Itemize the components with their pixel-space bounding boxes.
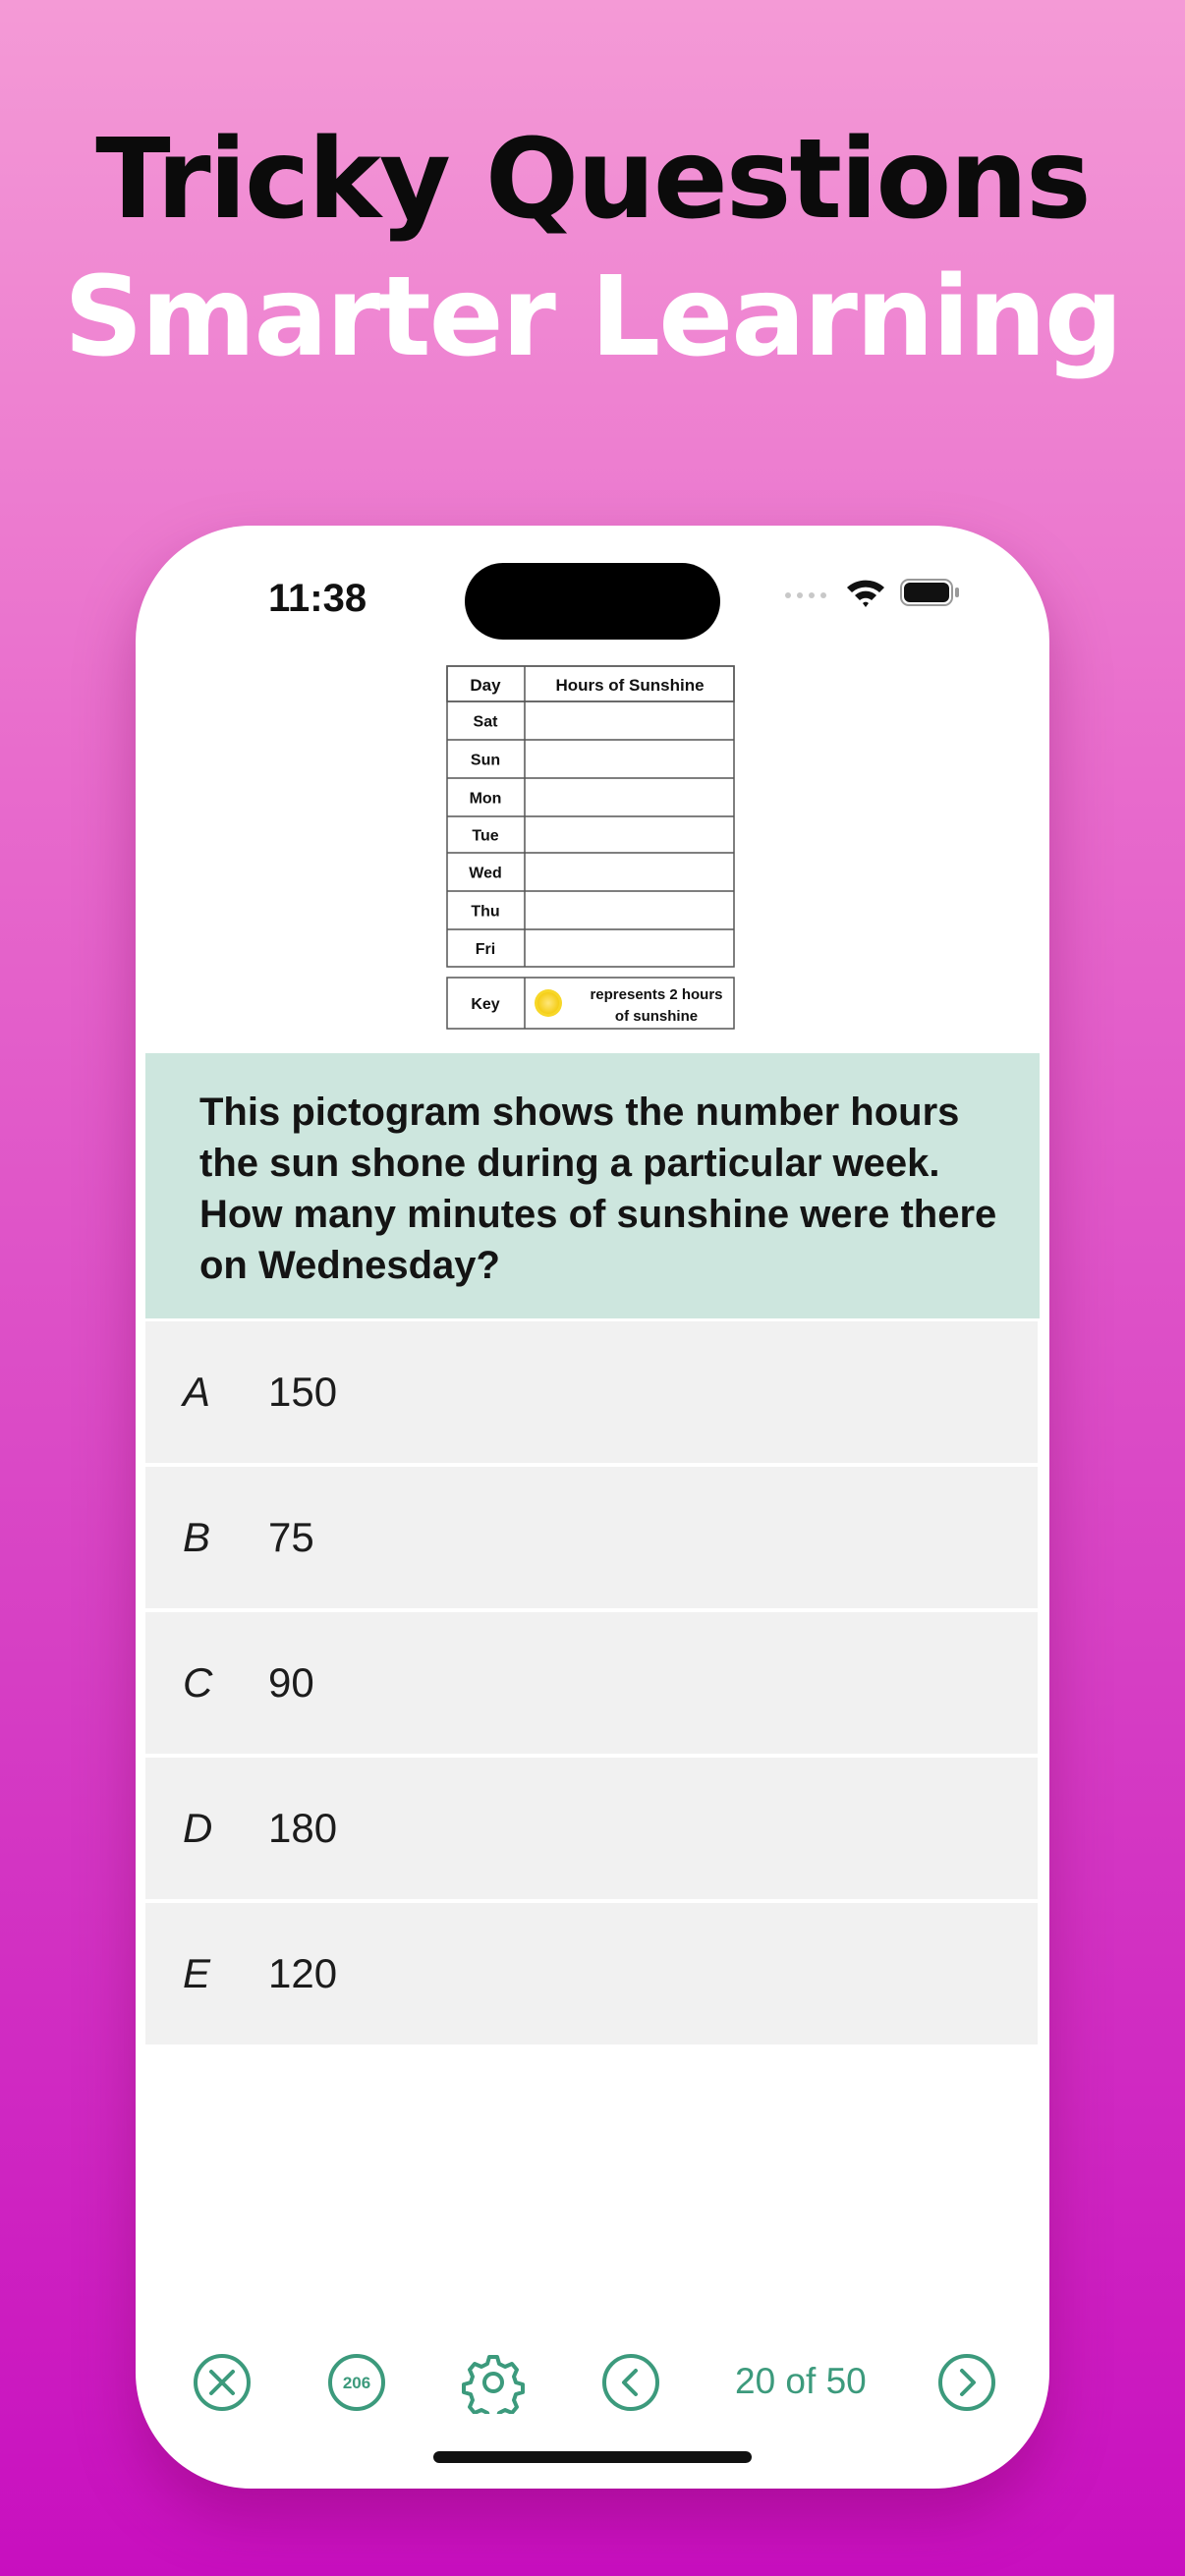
sun-symbol bbox=[535, 897, 562, 924]
option-value: 180 bbox=[268, 1805, 338, 1851]
signal-icon bbox=[784, 586, 831, 599]
status-icons bbox=[784, 577, 961, 608]
chevron-left-circle-icon[interactable] bbox=[599, 2351, 662, 2414]
pictogram-rows bbox=[469, 707, 718, 963]
bottom-toolbar bbox=[136, 2343, 1049, 2422]
pictogram-key-text-1: represents 2 hours bbox=[590, 986, 723, 1003]
pictogram-day-label: Thu bbox=[471, 903, 500, 921]
answer-option-b[interactable] bbox=[145, 1467, 1038, 1608]
sun-symbol bbox=[587, 859, 614, 886]
sun-symbol bbox=[639, 707, 666, 735]
sun-symbol bbox=[535, 746, 562, 773]
option-letter: A bbox=[183, 1369, 211, 1415]
count-badge-text: 206 bbox=[342, 2374, 371, 2392]
promo-headline-1: Tricky Questions bbox=[95, 116, 1090, 244]
phone-screen bbox=[136, 526, 1049, 2489]
key-sun-icon bbox=[535, 989, 562, 1017]
answer-option-e[interactable] bbox=[145, 1903, 1038, 2044]
pictogram-header-day: Day bbox=[470, 676, 501, 695]
sun-symbol bbox=[639, 934, 666, 962]
answer-option-d[interactable] bbox=[145, 1758, 1038, 1899]
pictogram-day-label: Wed bbox=[469, 865, 502, 882]
battery-icon bbox=[900, 578, 961, 607]
home-indicator bbox=[433, 2451, 752, 2463]
question-panel bbox=[145, 1053, 1040, 1318]
question-text: This pictogram shows the number hours the sun shone during a particular week. How many minutes of sunshine were there on Wednesday? bbox=[199, 1091, 997, 1287]
option-letter: E bbox=[183, 1950, 211, 1996]
option-value: 75 bbox=[268, 1514, 314, 1560]
dynamic-island bbox=[465, 563, 720, 640]
sun-symbol bbox=[535, 859, 562, 886]
sun-symbol bbox=[691, 784, 718, 812]
sunshine-pictogram bbox=[446, 665, 737, 1031]
sun-symbol bbox=[639, 784, 666, 812]
sun-symbol bbox=[587, 934, 614, 962]
pictogram-key-text-2: of sunshine bbox=[614, 1008, 699, 1025]
sun-symbol bbox=[535, 784, 562, 812]
page-counter: 20 of 50 bbox=[735, 2361, 867, 2401]
close-circle-icon[interactable] bbox=[191, 2351, 254, 2414]
answer-option-c[interactable] bbox=[145, 1612, 1038, 1754]
sun-symbol bbox=[535, 707, 562, 735]
pictogram-key-label: Key bbox=[471, 996, 500, 1013]
sun-symbol bbox=[587, 707, 614, 735]
question-count-badge-icon[interactable] bbox=[325, 2351, 388, 2414]
pictogram-header-hours: Hours of Sunshine bbox=[555, 676, 705, 695]
sun-symbol bbox=[587, 784, 614, 812]
pictogram-day-label: Tue bbox=[472, 827, 499, 845]
pictogram-day-label: Mon bbox=[469, 790, 502, 808]
option-letter: C bbox=[183, 1659, 213, 1706]
gear-icon[interactable] bbox=[462, 2351, 525, 2414]
option-value: 150 bbox=[268, 1369, 338, 1415]
sun-symbol bbox=[587, 821, 614, 849]
option-letter: D bbox=[183, 1805, 213, 1851]
status-time: 11:38 bbox=[268, 577, 367, 620]
wifi-icon bbox=[845, 577, 886, 608]
chevron-right-circle-icon[interactable] bbox=[935, 2351, 998, 2414]
promo-headline-2: Smarter Learning bbox=[63, 253, 1122, 381]
option-value: 90 bbox=[268, 1659, 314, 1706]
sun-symbol bbox=[587, 746, 614, 773]
sun-symbol bbox=[691, 707, 718, 735]
pictogram-day-label: Sun bbox=[470, 752, 501, 769]
pictogram-day-label: Sat bbox=[473, 713, 498, 731]
answer-option-a[interactable] bbox=[145, 1321, 1038, 1463]
sun-symbol bbox=[639, 746, 666, 773]
pictogram-day-label: Fri bbox=[475, 941, 496, 958]
option-value: 120 bbox=[268, 1950, 338, 1996]
option-letter: B bbox=[183, 1514, 211, 1560]
sun-symbol bbox=[691, 746, 718, 773]
sun-symbol bbox=[535, 934, 562, 962]
sun-symbol bbox=[535, 821, 562, 849]
